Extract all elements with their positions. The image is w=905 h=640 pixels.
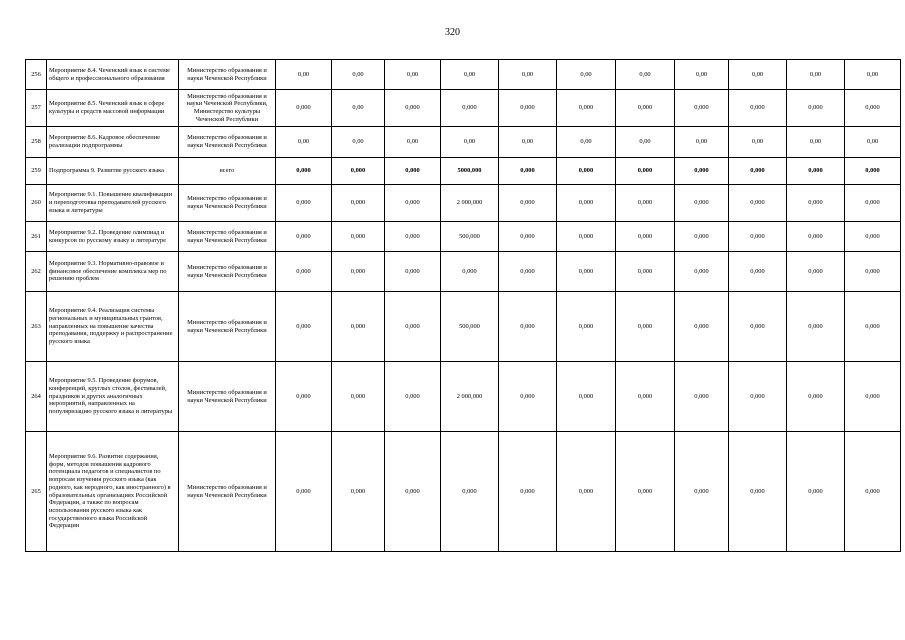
value-cell: 0,000 [616, 252, 675, 292]
value-cell: 0,000 [557, 90, 616, 127]
measure-name: Мероприятие 8.5. Чеченский язык в сфере культуры и средств массовой информации [47, 90, 179, 127]
executor: Министерство образования и науки Чеченской Республики [179, 252, 276, 292]
executor: Министерство образования и науки Чеченской Республики [179, 362, 276, 432]
table-row [26, 362, 901, 432]
value-cell: 0,000 [385, 432, 441, 552]
value-cell: 0,00 [729, 60, 787, 90]
budget-table [25, 59, 901, 552]
value-cell: 0,000 [441, 252, 499, 292]
value-cell: 0,000 [729, 222, 787, 252]
value-cell: 0,000 [276, 158, 332, 185]
value-cell: 0,000 [675, 432, 729, 552]
measure-name: Мероприятие 9.5. Проведение форумов, конференций, круглых столов, фестивалей, праздников и других аналогичных мероприятий, направленных на популяризацию русского языка и литературы [47, 362, 179, 432]
value-cell: 0,000 [276, 222, 332, 252]
value-cell: 0,000 [787, 90, 845, 127]
value-cell: 0,000 [616, 432, 675, 552]
row-number: 260 [26, 185, 47, 222]
value-cell: 0,00 [787, 127, 845, 158]
executor: Министерство образования и науки Чеченской Республики [179, 432, 276, 552]
value-cell: 0,000 [441, 90, 499, 127]
value-cell: 0,00 [332, 127, 385, 158]
value-cell: 0,00 [385, 60, 441, 90]
value-cell: 0,000 [845, 292, 901, 362]
value-cell: 0,000 [499, 252, 557, 292]
page-number: 320 [445, 27, 460, 38]
table-row [26, 292, 901, 362]
value-cell: 0,000 [675, 90, 729, 127]
value-cell: 0,00 [845, 60, 901, 90]
value-cell: 0,00 [616, 60, 675, 90]
value-cell: 0,000 [557, 222, 616, 252]
value-cell: 0,000 [276, 90, 332, 127]
value-cell: 0,000 [441, 432, 499, 552]
value-cell: 0,000 [332, 432, 385, 552]
value-cell: 0,000 [385, 252, 441, 292]
row-number: 262 [26, 252, 47, 292]
table-row [26, 432, 901, 552]
value-cell: 2 000,000 [441, 362, 499, 432]
value-cell: 0,00 [729, 127, 787, 158]
table-row [26, 185, 901, 222]
executor: Министерство образования и науки Чеченской Республики, Министерство культуры Чеченской Республики [179, 90, 276, 127]
value-cell: 0,000 [499, 90, 557, 127]
value-cell: 0,000 [845, 185, 901, 222]
value-cell: 0,000 [845, 362, 901, 432]
value-cell: 0,00 [499, 127, 557, 158]
value-cell: 0,00 [276, 60, 332, 90]
value-cell: 0,000 [675, 252, 729, 292]
measure-name: Мероприятие 9.6. Развитие содержания, форм, методов повышения кадрового потенциала педагогов и специалистов по вопросам изучения русского языка (как родного, как неродного, как иностранного) в образовательных организациях Российской Федерации, а также по вопросам использования русского языка как государственного языка Российской Федерации [47, 432, 179, 552]
row-number: 257 [26, 90, 47, 127]
value-cell: 0,000 [787, 362, 845, 432]
value-cell: 0,000 [675, 362, 729, 432]
value-cell: 0,000 [499, 432, 557, 552]
value-cell: 500,000 [441, 292, 499, 362]
executor: Министерство образования и науки Чеченской Республики [179, 127, 276, 158]
value-cell: 0,000 [276, 185, 332, 222]
value-cell: 0,000 [616, 158, 675, 185]
value-cell: 0,00 [441, 60, 499, 90]
row-number: 258 [26, 127, 47, 158]
row-number: 261 [26, 222, 47, 252]
table-row [26, 252, 901, 292]
measure-name: Мероприятие 9.2. Проведение олимпиад и конкурсов по русскому языку и литературе [47, 222, 179, 252]
row-number: 263 [26, 292, 47, 362]
value-cell: 0,000 [616, 90, 675, 127]
value-cell: 0,000 [557, 185, 616, 222]
value-cell: 0,000 [675, 292, 729, 362]
executor: всего [179, 158, 276, 185]
value-cell: 0,000 [787, 158, 845, 185]
value-cell: 0,000 [616, 362, 675, 432]
value-cell: 0,000 [499, 158, 557, 185]
value-cell: 0,000 [729, 292, 787, 362]
value-cell: 0,000 [557, 362, 616, 432]
value-cell: 0,000 [675, 185, 729, 222]
measure-name: Подпрограмма 9. Развитие русского языка [47, 158, 179, 185]
value-cell: 0,00 [276, 127, 332, 158]
row-number: 265 [26, 432, 47, 552]
value-cell: 0,000 [729, 432, 787, 552]
measure-name: Мероприятие 9.4. Реализация системы региональных и муниципальных грантов, направленных на повышение качества преподавания, поддержку и распространение русского языка [47, 292, 179, 362]
value-cell: 0,000 [557, 292, 616, 362]
value-cell: 5000,000 [441, 158, 499, 185]
value-cell: 0,00 [675, 60, 729, 90]
value-cell: 0,000 [499, 362, 557, 432]
value-cell: 0,000 [385, 185, 441, 222]
value-cell: 0,00 [845, 127, 901, 158]
value-cell: 0,000 [332, 222, 385, 252]
value-cell: 0,000 [616, 222, 675, 252]
value-cell: 0,000 [499, 292, 557, 362]
table-row [26, 158, 901, 185]
value-cell: 0,00 [441, 127, 499, 158]
table-row [26, 127, 901, 158]
value-cell: 500,000 [441, 222, 499, 252]
measure-name: Мероприятие 9.3. Нормативно-правовое и финансовое обеспечение комплекса мер по решению проблем [47, 252, 179, 292]
value-cell: 0,000 [332, 292, 385, 362]
value-cell: 0,00 [557, 60, 616, 90]
measure-name: Мероприятие 8.6. Кадровое обеспечение реализации подпрограммы [47, 127, 179, 158]
value-cell: 0,000 [845, 90, 901, 127]
value-cell: 0,000 [729, 185, 787, 222]
value-cell: 0,00 [675, 127, 729, 158]
executor: Министерство образования и науки Чеченской Республики [179, 222, 276, 252]
value-cell: 0,000 [845, 432, 901, 552]
value-cell: 2 000,000 [441, 185, 499, 222]
value-cell: 0,000 [557, 432, 616, 552]
value-cell: 0,000 [332, 252, 385, 292]
value-cell: 0,000 [845, 222, 901, 252]
measure-name: Мероприятие 8.4. Чеченский язык в системе общего и профессионального образования [47, 60, 179, 90]
value-cell: 0,000 [845, 252, 901, 292]
value-cell: 0,000 [787, 252, 845, 292]
value-cell: 0,000 [332, 158, 385, 185]
value-cell: 0,000 [729, 90, 787, 127]
value-cell: 0,000 [675, 222, 729, 252]
value-cell: 0,00 [385, 127, 441, 158]
value-cell: 0,000 [385, 90, 441, 127]
value-cell: 0,000 [787, 185, 845, 222]
value-cell: 0,000 [729, 158, 787, 185]
value-cell: 0,000 [332, 185, 385, 222]
measure-name: Мероприятие 9.1. Повышение квалификации и переподготовка преподавателей русского языка и литературы [47, 185, 179, 222]
value-cell: 0,000 [616, 185, 675, 222]
value-cell: 0,000 [787, 292, 845, 362]
row-number: 256 [26, 60, 47, 90]
executor: Министерство образования и науки Чеченской Республики [179, 60, 276, 90]
value-cell: 0,00 [332, 90, 385, 127]
value-cell: 0,000 [385, 362, 441, 432]
value-cell: 0,000 [385, 158, 441, 185]
value-cell: 0,000 [332, 362, 385, 432]
executor: Министерство образования и науки Чеченской Республики [179, 185, 276, 222]
value-cell: 0,000 [499, 222, 557, 252]
value-cell: 0,000 [845, 158, 901, 185]
value-cell: 0,000 [675, 158, 729, 185]
value-cell: 0,000 [729, 252, 787, 292]
value-cell: 0,000 [787, 432, 845, 552]
value-cell: 0,00 [616, 127, 675, 158]
table-row [26, 90, 901, 127]
value-cell: 0,000 [276, 252, 332, 292]
value-cell: 0,000 [385, 222, 441, 252]
value-cell: 0,000 [385, 292, 441, 362]
value-cell: 0,000 [557, 158, 616, 185]
executor: Министерство образования и науки Чеченской Республики [179, 292, 276, 362]
value-cell: 0,00 [499, 60, 557, 90]
value-cell: 0,000 [616, 292, 675, 362]
value-cell: 0,000 [276, 292, 332, 362]
value-cell: 0,000 [729, 362, 787, 432]
row-number: 264 [26, 362, 47, 432]
row-number: 259 [26, 158, 47, 185]
table-row [26, 60, 901, 90]
value-cell: 0,000 [499, 185, 557, 222]
value-cell: 0,000 [276, 362, 332, 432]
value-cell: 0,00 [557, 127, 616, 158]
value-cell: 0,000 [276, 432, 332, 552]
value-cell: 0,00 [787, 60, 845, 90]
table-row [26, 222, 901, 252]
value-cell: 0,000 [557, 252, 616, 292]
value-cell: 0,000 [787, 222, 845, 252]
value-cell: 0,00 [332, 60, 385, 90]
